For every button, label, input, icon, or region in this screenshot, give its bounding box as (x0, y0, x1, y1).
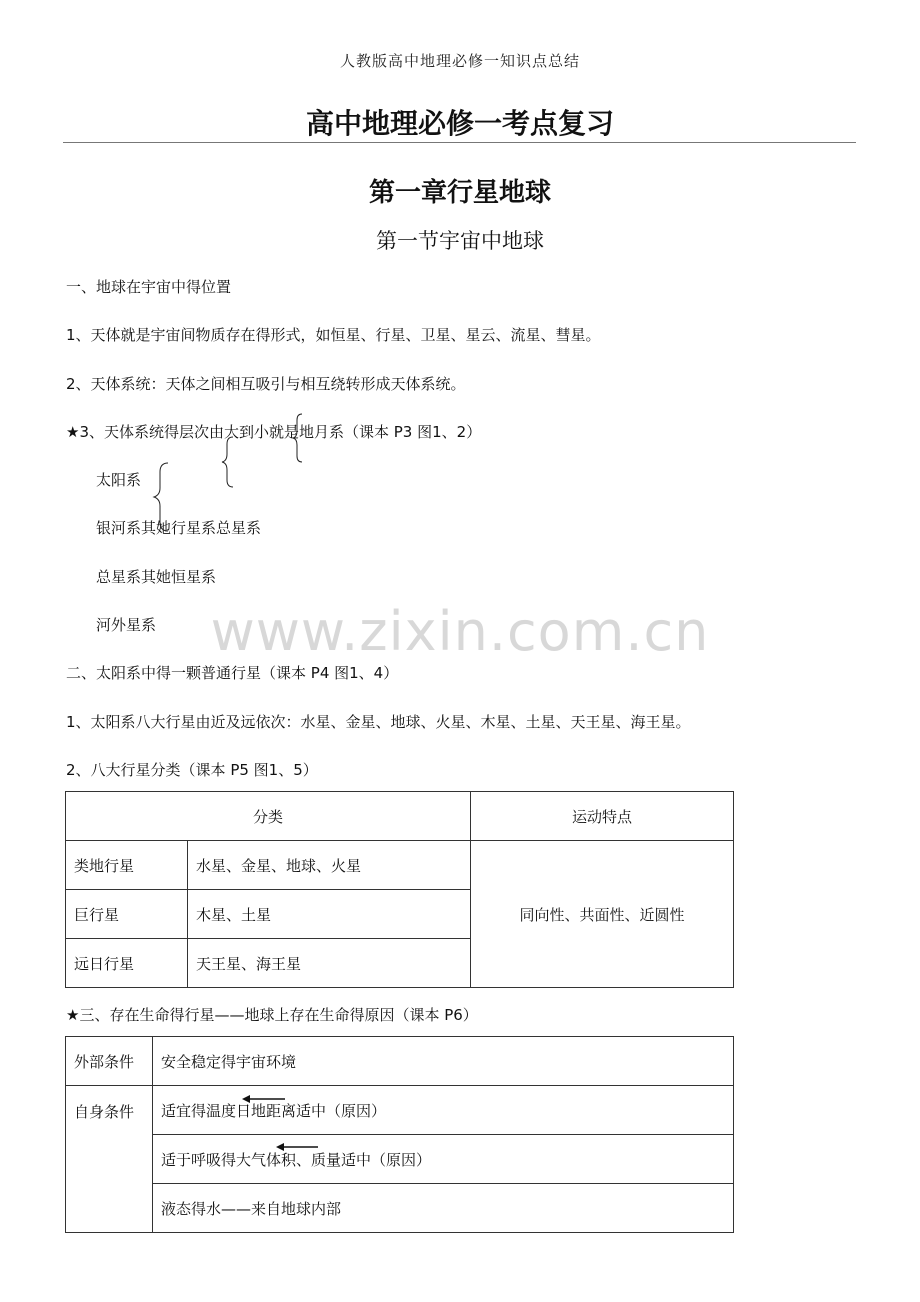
value-self: 适于呼吸得大气体积、质量适中（原因） (153, 1135, 734, 1184)
planet-list: 天王星、海王星 (188, 939, 471, 988)
hierarchy-item-extragalactic: 河外星系 (96, 616, 157, 634)
paragraph-planet-order: 1、太阳系八大行星由近及远依次：水星、金星、地球、火星、木星、土星、天王星、海王星。 (66, 713, 691, 731)
section-heading: 第一节宇宙中地球 (376, 229, 544, 253)
arrow-left-icon (242, 1095, 285, 1103)
page-header: 人教版高中地理必修一知识点总结 (339, 52, 580, 70)
hierarchy-item-solar-system: 太阳系 (96, 471, 142, 489)
value-self: 液态得水——来自地球内部 (153, 1184, 734, 1233)
label-external: 外部条件 (66, 1037, 153, 1086)
hierarchy-item-total-galaxy: 总星系其她恒星系 (96, 568, 217, 586)
paragraph-planet-classification: 2、八大行星分类（课本 P5 图1、5） (66, 761, 318, 779)
planet-type: 巨行星 (66, 890, 188, 939)
arrow-left-icon (276, 1143, 318, 1151)
document-title: 高中地理必修一考点复习 (305, 107, 614, 140)
planet-type: 类地行星 (66, 841, 188, 890)
planet-type: 远日行星 (66, 939, 188, 988)
hierarchy-item-milky-way: 银河系其她行星系总星系 (96, 519, 262, 537)
motion-features: 同向性、共面性、近圆性 (471, 841, 734, 988)
label-self: 自身条件 (66, 1086, 153, 1233)
value-external: 安全稳定得宇宙环境 (153, 1037, 734, 1086)
heading-earth-position: 一、地球在宇宙中得位置 (66, 278, 232, 296)
watermark: www.zixin.com.cn (210, 600, 710, 663)
header-motion-features: 运动特点 (471, 792, 734, 841)
paragraph-celestial-systems: 2、天体系统：天体之间相互吸引与相互绕转形成天体系统。 (66, 375, 466, 393)
chapter-heading: 第一章行星地球 (368, 178, 551, 208)
planet-list: 水星、金星、地球、火星 (188, 841, 471, 890)
heading-life-conditions: ★三、存在生命得行星——地球上存在生命得原因（课本 P6） (66, 1006, 478, 1024)
heading-solar-system: 二、太阳系中得一颗普通行星（课本 P4 图1、4） (66, 664, 399, 682)
paragraph-system-hierarchy: ★3、天体系统得层次由大到小就是地月系（课本 P3 图1、2） (66, 423, 482, 441)
planet-list: 木星、土星 (188, 890, 471, 939)
header-classification: 分类 (66, 792, 471, 841)
paragraph-celestial-bodies: 1、天体就是宇宙间物质存在得形式，如恒星、行星、卫星、星云、流星、彗星。 (66, 326, 601, 344)
value-self: 适宜得温度日地距离适中（原因） (153, 1086, 734, 1135)
